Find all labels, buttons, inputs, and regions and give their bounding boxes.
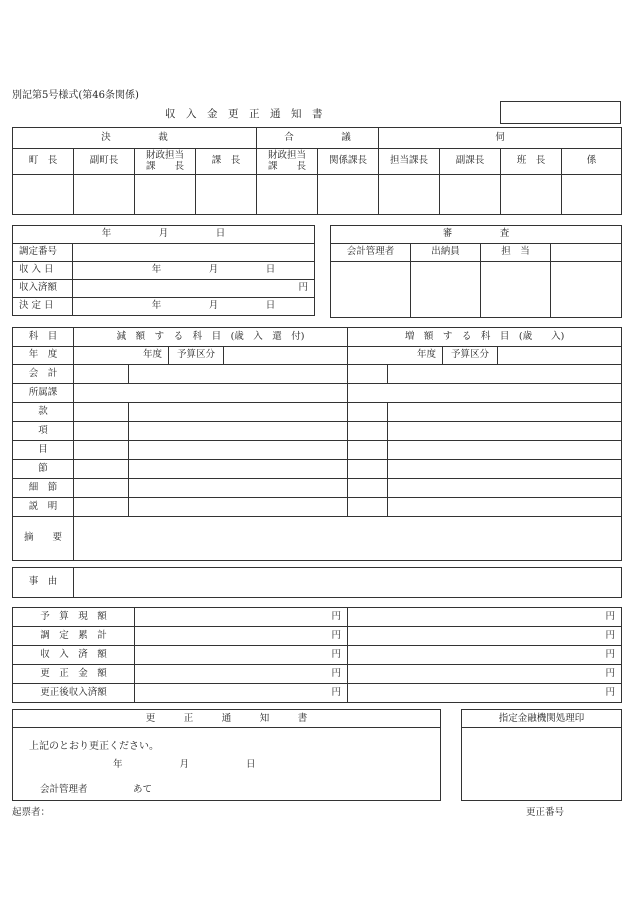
- subject-row-label: 説 明: [13, 498, 74, 517]
- subject-label-col: 科 目: [13, 328, 74, 347]
- correction-number-label: 更正番号: [526, 807, 565, 818]
- stamp-cell: [501, 175, 562, 215]
- value-cell: [348, 384, 622, 403]
- notice-text: 上記のとおり更正ください。: [29, 741, 159, 752]
- decrease-header: 減 額 す る 科 目 (歳 入 還 付): [74, 328, 348, 347]
- amount-row-label: 収 入 済 額: [13, 646, 135, 665]
- amount-row-label: 更 正 金 額: [13, 665, 135, 684]
- bank-stamp-box: [461, 709, 622, 801]
- notice-date: 年 月 日: [113, 759, 256, 770]
- amount-unit: 円: [135, 665, 348, 684]
- subjects-table: [12, 327, 622, 561]
- value-cell: [129, 441, 348, 460]
- budget-class-cell: 予算区分: [169, 347, 224, 365]
- audit-stamp-cell: [411, 262, 481, 318]
- notice-ate: あて: [133, 784, 153, 795]
- group-ukagai: 伺: [379, 128, 622, 149]
- value-cell: [348, 441, 388, 460]
- record-label: 収 入 日: [13, 262, 73, 280]
- value-cell: [348, 403, 388, 422]
- amount-unit: 円: [135, 646, 348, 665]
- value-cell: [388, 498, 622, 517]
- amount-unit: 円: [348, 646, 622, 665]
- budget-class-cell: 予算区分: [443, 347, 498, 365]
- summary-value: [74, 517, 622, 561]
- summary-label: 摘 要: [13, 517, 74, 561]
- nendo-cell: 年度: [348, 347, 443, 365]
- value-cell: [74, 441, 129, 460]
- amount-unit: 円: [135, 608, 348, 627]
- value-cell: [224, 347, 348, 365]
- stamp-cell: [135, 175, 196, 215]
- amount-unit: 円: [348, 627, 622, 646]
- record-date-header: 年 月 日: [13, 226, 315, 244]
- col-kankei-kachou: 関係課長: [318, 149, 379, 175]
- value-cell: [129, 365, 348, 384]
- col-kakari: 係: [562, 149, 622, 175]
- stamp-cell: [440, 175, 501, 215]
- value-cell: [498, 347, 622, 365]
- audit-stamp-cell: [551, 262, 622, 318]
- value-cell: [74, 479, 129, 498]
- value-cell: [348, 422, 388, 441]
- subject-row-label: 所属課: [13, 384, 74, 403]
- value-cell: [388, 460, 622, 479]
- subject-row-label: 目: [13, 441, 74, 460]
- amount-row-label: 予 算 現 額: [13, 608, 135, 627]
- stamp-cell: [74, 175, 135, 215]
- amount-row-label: 調 定 累 計: [13, 627, 135, 646]
- amount-unit: 円: [348, 608, 622, 627]
- stamp-cell: [257, 175, 318, 215]
- notice-addressee: 会計管理者: [40, 784, 88, 795]
- stamp-cell: [318, 175, 379, 215]
- col-tantou-kachou: 担当課長: [379, 149, 440, 175]
- audit-title: 審 査: [331, 226, 622, 244]
- amounts-table: [12, 607, 622, 703]
- record-table: [12, 225, 315, 316]
- amount-row-label: 更正後収入済額: [13, 684, 135, 703]
- value-cell: [348, 498, 388, 517]
- value-cell: [388, 422, 622, 441]
- record-value: [73, 244, 315, 262]
- form-label: 別記第5号様式(第46条関係): [12, 90, 139, 101]
- record-label: 調定番号: [13, 244, 73, 262]
- value-cell: [388, 365, 622, 384]
- col-zaisei-kachou-2: 財政担当 課 長: [257, 149, 318, 175]
- increase-header: 増 額 す る 科 目 (歳 入): [348, 328, 622, 347]
- col-fukukachou: 副課長: [440, 149, 501, 175]
- notice-title: 更 正 通 知 書: [13, 710, 440, 728]
- record-value: 円: [73, 280, 315, 298]
- value-cell: [129, 403, 348, 422]
- drafter-label: 起票者：: [12, 807, 51, 818]
- col-zaisei-kachou: 財政担当 課 長: [135, 149, 196, 175]
- reason-value: [74, 568, 622, 598]
- value-cell: [129, 460, 348, 479]
- value-cell: [74, 422, 129, 441]
- stamp-cell: [379, 175, 440, 215]
- value-cell: [388, 403, 622, 422]
- subject-row-label: 項: [13, 422, 74, 441]
- subject-row-label: 節: [13, 460, 74, 479]
- fiscal-year-label: 年 度: [13, 347, 74, 365]
- bank-stamp-title: 指定金融機関処理印: [462, 710, 621, 728]
- approval-table: [12, 127, 622, 215]
- reason-table: [12, 567, 622, 598]
- top-right-box: [500, 101, 621, 124]
- col-hanchou: 班 長: [501, 149, 562, 175]
- record-label: 決 定 日: [13, 298, 73, 316]
- value-cell: [388, 479, 622, 498]
- col-chouchou: 町 長: [13, 149, 74, 175]
- value-cell: [74, 403, 129, 422]
- value-cell: [74, 384, 348, 403]
- subject-row-label: 細 節: [13, 479, 74, 498]
- amount-unit: 円: [348, 684, 622, 703]
- value-cell: [348, 479, 388, 498]
- record-label: 収入済額: [13, 280, 73, 298]
- record-value: 年 月 日: [73, 262, 315, 280]
- value-cell: [129, 479, 348, 498]
- value-cell: [129, 422, 348, 441]
- group-kessai: 決 裁: [13, 128, 257, 149]
- record-value: 年 月 日: [73, 298, 315, 316]
- audit-col: 会計管理者: [331, 244, 411, 262]
- subject-row-label: 款: [13, 403, 74, 422]
- amount-unit: 円: [348, 665, 622, 684]
- stamp-cell: [562, 175, 622, 215]
- amount-unit: 円: [135, 627, 348, 646]
- value-cell: [388, 441, 622, 460]
- audit-col: 担 当: [481, 244, 551, 262]
- notice-box: [12, 709, 441, 801]
- page-title: 収 入 金 更 正 通 知 書: [165, 108, 323, 120]
- audit-col: 出納員: [411, 244, 481, 262]
- audit-col: [551, 244, 622, 262]
- value-cell: [348, 460, 388, 479]
- value-cell: [129, 498, 348, 517]
- nendo-cell: 年度: [74, 347, 169, 365]
- value-cell: [74, 460, 129, 479]
- value-cell: [348, 365, 388, 384]
- audit-stamp-cell: [331, 262, 411, 318]
- stamp-cell: [196, 175, 257, 215]
- col-fukuchouchou: 副町長: [74, 149, 135, 175]
- value-cell: [74, 498, 129, 517]
- audit-stamp-cell: [481, 262, 551, 318]
- audit-table: [330, 225, 622, 318]
- amount-unit: 円: [135, 684, 348, 703]
- group-gougi: 合 議: [257, 128, 379, 149]
- reason-label: 事 由: [13, 568, 74, 598]
- value-cell: [74, 365, 129, 384]
- col-kachou: 課 長: [196, 149, 257, 175]
- subject-row-label: 会 計: [13, 365, 74, 384]
- stamp-cell: [13, 175, 74, 215]
